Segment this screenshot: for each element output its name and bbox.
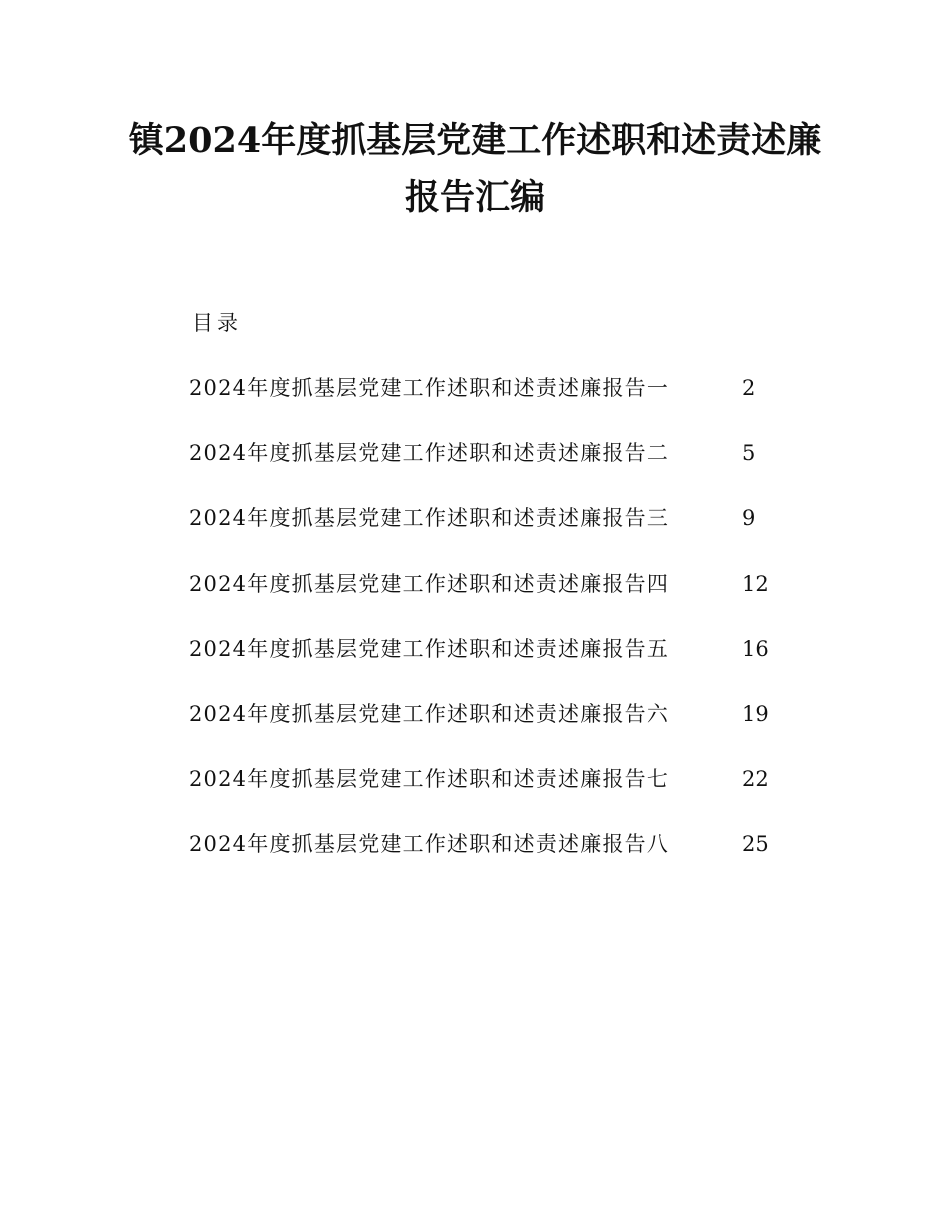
toc-entry[interactable] [189,435,789,500]
toc-entry-label: 2024年度抓基层党建工作述职和述责述廉报告二 [189,441,670,466]
toc-entry[interactable] [189,826,789,891]
toc-entry[interactable] [189,370,789,435]
toc-entry[interactable] [189,631,789,696]
toc-entry[interactable] [189,761,789,826]
toc-entry-page-number: 19 [742,701,769,726]
toc-entry-label: 2024年度抓基层党建工作述职和述责述廉报告五 [189,636,670,661]
toc-entry-page-number: 9 [742,506,756,531]
toc-entry-page-number: 16 [742,636,769,661]
toc-entry-label: 2024年度抓基层党建工作述职和述责述廉报告六 [189,701,670,726]
document-title-line-1: 镇2024年度抓基层党建工作述职和述责述廉 [128,120,822,161]
document-title [0,112,950,226]
toc-heading: 目录 [192,311,242,335]
toc-entry-label: 2024年度抓基层党建工作述职和述责述廉报告七 [189,767,670,792]
document-title-line-2: 报告汇编 [404,177,545,218]
toc-entry[interactable] [189,566,789,631]
toc-entry-page-number: 2 [742,376,756,400]
toc-entry-label: 2024年度抓基层党建工作述职和述责述廉报告一 [189,376,670,400]
toc-list [189,370,789,892]
toc-entry-label: 2024年度抓基层党建工作述职和述责述廉报告三 [189,506,670,531]
toc-entry-page-number: 12 [742,571,769,596]
toc-entry-page-number: 25 [742,832,769,857]
toc-entry[interactable] [189,500,789,565]
toc-entry-page-number: 5 [742,441,756,466]
toc-entry-label: 2024年度抓基层党建工作述职和述责述廉报告四 [189,571,670,596]
toc-entry-label: 2024年度抓基层党建工作述职和述责述廉报告八 [189,832,670,857]
toc-entry[interactable] [189,696,789,761]
toc-entry-page-number: 22 [742,767,769,792]
